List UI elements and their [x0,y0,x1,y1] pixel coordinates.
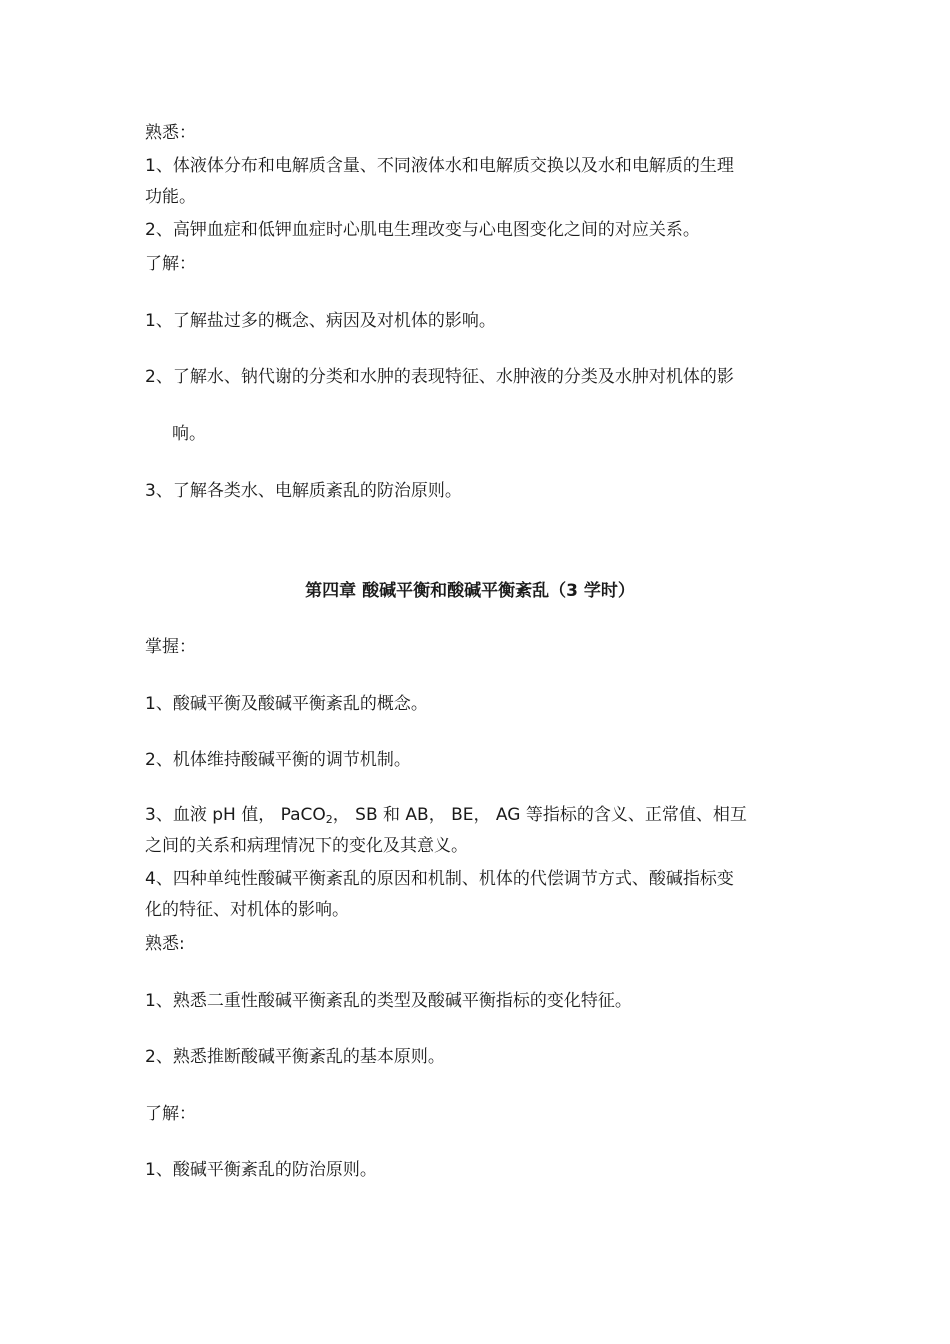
subscript: 2 [325,813,333,826]
list-item-text: ， SB 和 AB， BE， AG 等指标的含义、正常值、相互 [332,805,747,825]
list-item [145,804,747,828]
list-item: 之间的关系和病理情况下的变化及其意义。 [145,836,468,856]
list-item: 2、熟悉推断酸碱平衡紊乱的基本原则。 [145,1047,445,1067]
list-item: 3、了解各类水、电解质紊乱的防治原则。 [145,481,462,501]
list-item: 功能。 [145,187,196,207]
list-item: 1、熟悉二重性酸碱平衡紊乱的类型及酸碱平衡指标的变化特征。 [145,991,632,1011]
familiar-heading: 熟悉： [145,123,196,143]
list-item-text: 3、血液 pH 值， PaCO [145,805,326,825]
list-item: 响。 [172,424,206,444]
master-heading: 掌握： [145,637,196,657]
understand-heading: 了解： [145,254,196,274]
list-item: 1、体液体分布和电解质含量、不同液体水和电解质交换以及水和电解质的生理 [145,156,734,176]
list-item: 2、高钾血症和低钾血症时心肌电生理改变与心电图变化之间的对应关系。 [145,220,700,240]
list-item: 4、四种单纯性酸碱平衡紊乱的原因和机制、机体的代偿调节方式、酸碱指标变 [145,869,734,889]
familiar-heading: 熟悉: [145,934,185,954]
list-item: 1、酸碱平衡及酸碱平衡紊乱的概念。 [145,694,428,714]
chapter-title: 第四章 酸碱平衡和酸碱平衡紊乱（3 学时） [305,581,635,601]
list-item: 2、了解水、钠代谢的分类和水肿的表现特征、水肿液的分类及水肿对机体的影 [145,367,734,387]
list-item: 2、机体维持酸碱平衡的调节机制。 [145,750,411,770]
list-item: 1、了解盐过多的概念、病因及对机体的影响。 [145,311,496,331]
list-item: 化的特征、对机体的影响。 [145,900,349,920]
understand-heading: 了解： [145,1104,196,1124]
list-item: 1、酸碱平衡紊乱的防治原则。 [145,1160,377,1180]
